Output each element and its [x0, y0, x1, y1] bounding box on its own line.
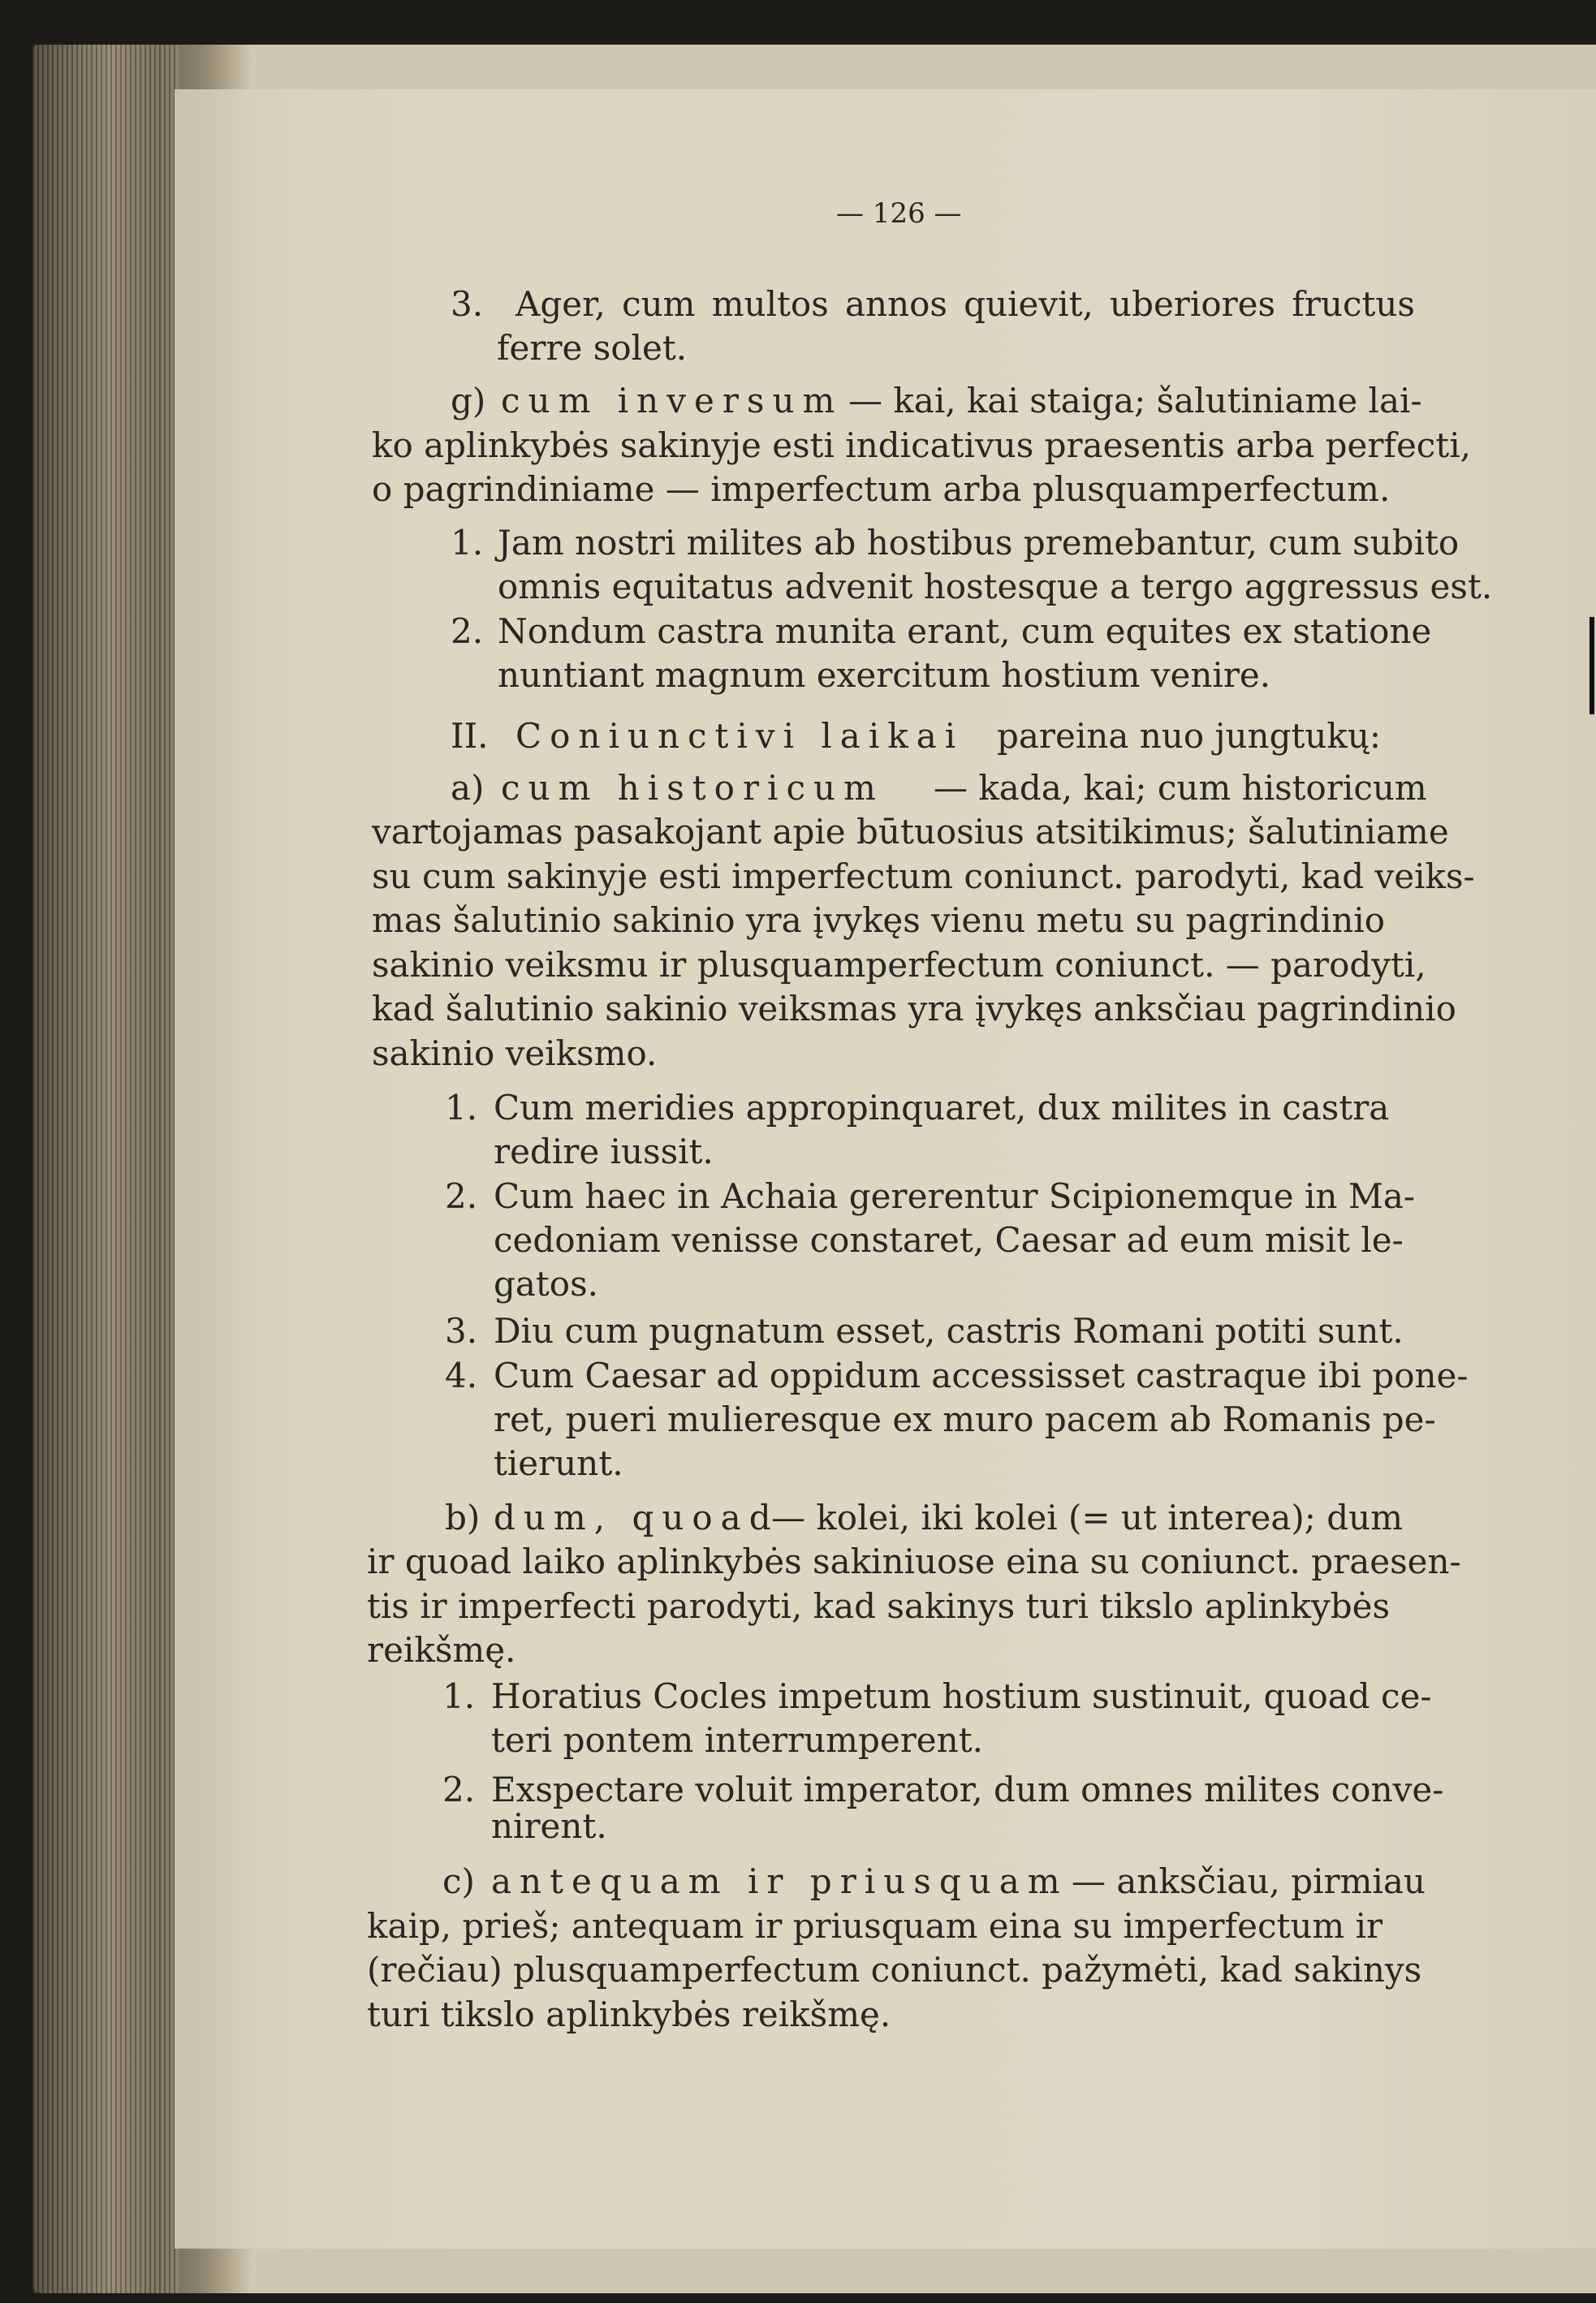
text-line: Ager, cum multos annos quievit, uberiores fructus — [515, 284, 1415, 324]
text-line: — kai, kai staiga; šalutiniame lai- — [848, 381, 1422, 420]
text-line: sakinio veiksmu ir plusquamperfectum coniunct. — parodyti, — [372, 945, 1426, 985]
text-line: (rečiau) plusquamperfectum coniunct. pažymėti, kad sakinys — [367, 1950, 1422, 1990]
item-number: 4. — [445, 1356, 478, 1395]
spaced-term: antequam ir priusquam — [491, 1861, 1068, 1901]
text-line: — anksčiau, pirmiau — [1072, 1861, 1426, 1901]
item-number: 1. — [451, 523, 484, 563]
text-line: cedoniam venisse constaret, Caesar ad eum misit le- — [494, 1220, 1404, 1260]
text-line: Diu cum pugnatum esset, castris Romani potiti sunt. — [494, 1311, 1404, 1351]
text-line: Horatius Cocles impetum hostium sustinuit, quoad ce- — [491, 1676, 1432, 1716]
item-number: 1. — [445, 1088, 478, 1128]
page-edges — [32, 45, 179, 2293]
item-number: 1. — [442, 1676, 476, 1716]
item-number: 2. — [442, 1770, 476, 1809]
section-label: II. — [451, 716, 489, 756]
text-line: pareina nuo jungtukų: — [997, 716, 1382, 756]
page-number: — 126 — — [836, 197, 962, 230]
text-line: gatos. — [494, 1264, 598, 1304]
text-line: ir quoad laiko aplinkybės sakiniuose eina su coniunct. praesen- — [367, 1542, 1461, 1581]
text-line: — kolei, iki kolei (= ut interea); dum — [771, 1498, 1404, 1537]
text-line: sakinio veiksmo. — [372, 1033, 658, 1073]
section-label: g) — [451, 381, 486, 420]
text-line: turi tikslo aplinkybės reikšmę. — [367, 1995, 891, 2034]
text-line: tis ir imperfecti parodyti, kad sakinys turi tikslo aplinkybės — [367, 1586, 1391, 1626]
text-line: Nondum castra munita erant, cum equites ex statione — [498, 611, 1432, 651]
item-number: 3. — [445, 1311, 478, 1351]
section-label: b) — [445, 1498, 481, 1537]
text-line: vartojamas pasakojant apie būtuosius atsitikimus; šalutiniame — [372, 812, 1449, 852]
text-line: Cum Caesar ad oppidum accessisset castraque ibi pone- — [494, 1356, 1469, 1395]
text-line: Exspectare voluit imperator, dum omnes milites conve- — [491, 1770, 1444, 1809]
spaced-term: dum, quoad — [494, 1498, 779, 1537]
text-line: kad šalutinio sakinio veiksmas yra įvykęs anksčiau pagrindinio — [372, 989, 1456, 1029]
text-line: nuntiant magnum exercitum hostium venire. — [498, 655, 1271, 695]
text-line: su cum sakinyje esti imperfectum coniunct. parodyti, kad veiks- — [372, 856, 1475, 896]
text-line: teri pontem interrumperent. — [491, 1720, 983, 1760]
text-line: ferre solet. — [497, 328, 688, 368]
text-line: tierunt. — [494, 1443, 623, 1483]
text-line: Cum haec in Achaia gererentur Scipionemque in Ma- — [494, 1176, 1416, 1216]
text-line: ko aplinkybės sakinyje esti indicativus praesentis arba perfecti, — [372, 425, 1471, 465]
text-line: nirent. — [491, 1806, 607, 1846]
spaced-term: cum historicum — [501, 768, 884, 808]
scan-edge-mark — [1590, 617, 1594, 714]
section-label: c) — [442, 1861, 475, 1901]
text-line: mas šalutinio sakinio yra įvykęs vienu metu su pagrindinio — [372, 900, 1386, 940]
text-line: redire iussit. — [494, 1132, 714, 1171]
section-label: a) — [451, 768, 485, 808]
spaced-term: cum inversum — [501, 381, 843, 420]
item-number: 2. — [451, 611, 484, 651]
item-number: 3. — [451, 284, 484, 324]
text-line: o pagrindiniame — imperfectum arba plusquamperfectum. — [372, 469, 1391, 509]
spaced-term: Coniunctivi laikai — [515, 716, 964, 756]
text-line: kaip, prieš; antequam ir priusquam eina su imperfectum ir — [367, 1906, 1383, 1946]
text-line: omnis equitatus advenit hostesque a tergo aggressus est. — [498, 567, 1493, 606]
item-number: 2. — [445, 1176, 478, 1216]
text-line: Jam nostri milites ab hostibus premebantur, cum subito — [498, 523, 1460, 563]
text-line: — kada, kai; cum historicum — [934, 768, 1427, 808]
text-line: reikšmę. — [367, 1630, 516, 1670]
text-line: Cum meridies appropinquaret, dux milites in castra — [494, 1088, 1390, 1128]
text-line: ret, pueri mulieresque ex muro pacem ab Romanis pe- — [494, 1399, 1436, 1439]
